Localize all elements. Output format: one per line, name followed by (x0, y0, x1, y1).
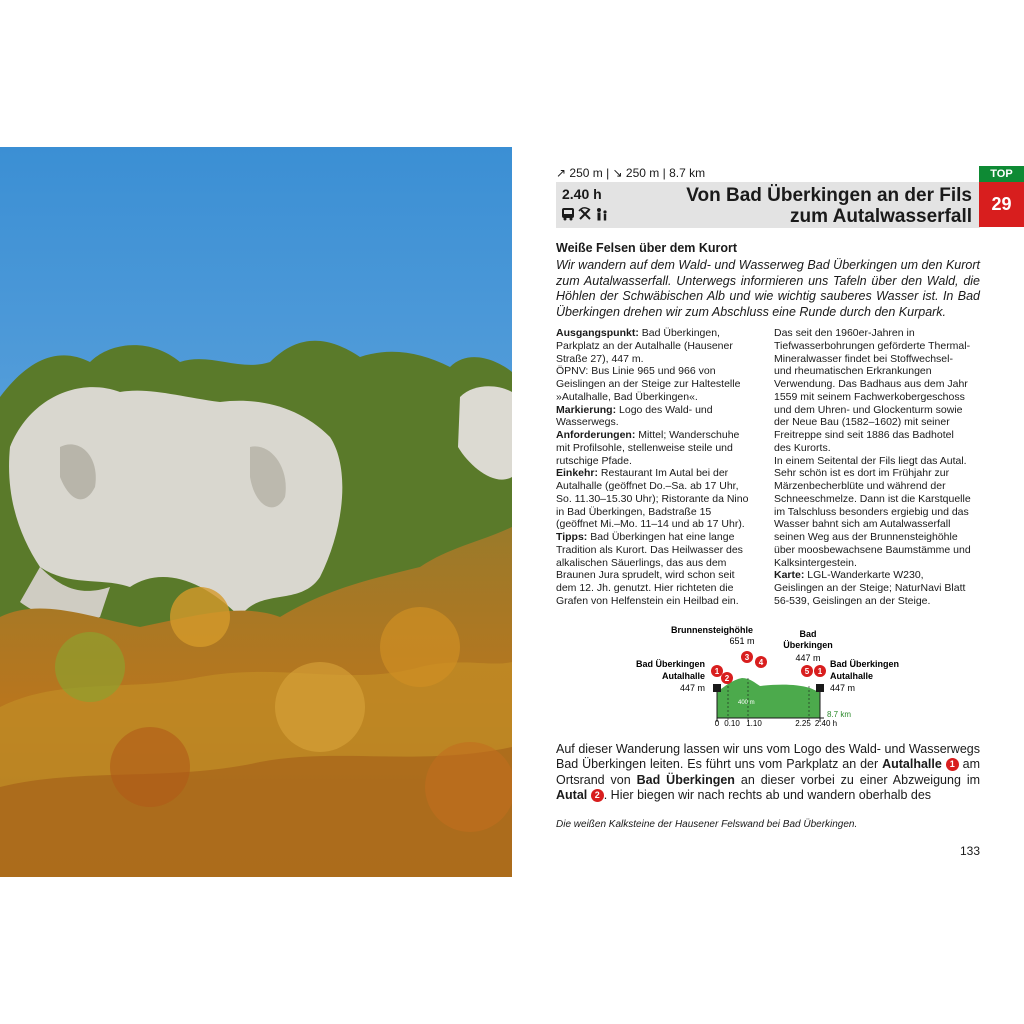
start-point: Ausgangspunkt: Bad Überkingen, Parkplatz an der Autalhalle (Hausener Straße 27), 447 m. (556, 327, 733, 365)
waypoint-marker-3 (741, 651, 753, 663)
svg-text:4: 4 (758, 658, 764, 667)
pickaxe-icon (578, 207, 592, 221)
x-tick-3: 2.25 (795, 719, 811, 728)
marking: Markierung: Logo des Wald- und Wasserwegs. (556, 403, 713, 429)
top-tour-tab (979, 166, 1024, 227)
thermal-paragraph: Das seit den 1960er-Jahren in Tiefwasserbohrungen geförderte Thermal-Mineralwasser findet bei Stoffwechsel- und rheumatischen Erkrankungen Verwendung. Das Badhaus aus dem Jahr 1559 mit seinem Fachwerkobergeschoss und dem Uhren- und Glockenturm sowie der Neue Bau (1582–1602) mit seiner Freitreppe sind seit 1886 das Badhotel des Kurorts. (774, 327, 971, 454)
photo-caption: Die weißen Kalksteine der Hausener Felswand bei Bad Überkingen. (556, 819, 858, 830)
waypoint-badge-1: 1 (946, 758, 959, 771)
ascent: ↗ 250 m (556, 166, 603, 180)
cave-altitude: 651 m (729, 636, 755, 646)
tour-title-line1: Von Bad Überkingen an der Fils (686, 185, 972, 206)
cliff-photo (0, 147, 512, 877)
tour-number: 29 (979, 182, 1024, 227)
end-altitude: 447 m (830, 683, 856, 693)
cave-name: Brunnensteighöhle (670, 625, 754, 635)
top-label: TOP (979, 166, 1024, 182)
tour-title (672, 185, 972, 227)
tips: Tipps: Bad Überkingen hat eine lange Tradition als Kurort. Das Heilwasser des alkalischen Säuerlings, das aus dem Braunen Jura sprudelt, wird schon seit dem 12. Jh. genutzt. Hier richteten die Grafen von Helfenstein ein Heilbad ein. (556, 531, 743, 607)
x-tick-4: 2.40 h (814, 719, 838, 728)
subheading: Weiße Felsen über dem Kurort (556, 241, 738, 255)
body-paragraph: Auf dieser Wanderung lassen wir uns vom Logo des Wald- und Wasserwegs Bad Überkingen leiten. Es führt uns vom Parkplatz an der Autalhalle 1 am Ortsrand von Bad Überkingen an dieser vorbei zu einer Abzweigung im Autal 2 . Hier biegen wir nach rechts ab und wandern oberhalb des (556, 742, 981, 803)
x-tick-2: 1.10 (746, 719, 762, 728)
x-tick-0: 0 (714, 719, 720, 728)
svg-text:1: 1 (714, 667, 720, 676)
info-column-left (556, 327, 755, 608)
tour-stats: ↗ 250 m | ↘ 250 m | 8.7 km (556, 166, 706, 180)
start-house-icon (713, 684, 721, 692)
start-altitude: 447 m (679, 683, 705, 693)
waypoint-marker-5 (801, 665, 813, 677)
info-column-right (774, 327, 973, 608)
distance: 8.7 km (669, 166, 706, 180)
elevation-area (717, 678, 820, 718)
family-icon (595, 207, 609, 221)
start-name-2: Autalhalle (661, 671, 705, 681)
total-distance: 8.7 km (827, 710, 852, 719)
mid-town-name-2: Überkingen (783, 640, 833, 650)
svg-text:2: 2 (724, 674, 730, 683)
waypoint-marker-1 (711, 665, 723, 677)
profile-inner-label: 400 m (738, 700, 755, 706)
elevation-profile (620, 620, 920, 735)
duration: 2.40 h (562, 186, 602, 202)
svg-text:5: 5 (804, 667, 810, 676)
requirements: Anforderungen: Mittel; Wanderschuhe mit Profilsohle, stellenweise steile und rutschige Pfade. (556, 429, 740, 467)
intro-text: Wir wandern auf dem Wald- und Wasserweg Bad Überkingen um den Kurort zum Autalwasserfall. Unterwegs informieren uns Tafeln über den Wald, die Höhlen der Schwäbischen Alb und wie wichtig sauberes Wasser ist. In Bad Überkingen drehen wir zum Abschluss eine Runde durch den Kurpark. (556, 258, 980, 319)
tour-title-line2: zum Autalwasserfall (790, 206, 972, 227)
waypoint-marker-2 (721, 672, 733, 684)
descent: ↘ 250 m (612, 166, 660, 180)
mid-town-altitude: 447 m (795, 653, 821, 663)
waypoint-marker-4 (755, 656, 767, 668)
waypoint-badge-2: 2 (591, 789, 604, 802)
refreshment: Einkehr: Restaurant Im Autal bei der Autalhalle (geöffnet Do.–Sa. ab 17 Uhr, So. 11.30–15.30 Uhr); Ristorante da Nino in Bad Überkingen, Badstraße 15 (geöffnet Mi.–Mo. 11–14 und ab 17 Uhr). (556, 467, 749, 531)
page-number: 133 (959, 844, 980, 858)
bus-icon (561, 207, 575, 221)
svg-text:1: 1 (817, 667, 823, 676)
autal-paragraph: In einem Seitental der Fils liegt das Autal. Sehr schön ist es dort im Frühjahr zur Märzenbecherblüte und während der Schneeschmelze. Dann ist die Karstquelle im Talschluss besonders ergiebig und das Wasser bahnt sich am Autalwasserfall seinen Weg aus der Brunnensteighöhle über moosbewachsene Baumstämme und Kalksintergestein. (774, 454, 971, 569)
x-tick-1: 0.10 (724, 719, 740, 728)
start-name-1: Bad Überkingen (635, 659, 705, 669)
end-name-1: Bad Überkingen (830, 659, 900, 669)
tour-icons (561, 207, 609, 221)
waypoint-marker-6 (814, 665, 826, 677)
tour-header (556, 182, 980, 228)
svg-text:3: 3 (744, 653, 750, 662)
mid-town-name-1: Bad (799, 629, 817, 639)
end-name-2: Autalhalle (830, 671, 874, 681)
end-house-icon (816, 684, 824, 692)
map-info: Karte: LGL-Wanderkarte W230, Geislingen an der Steige; NaturNavi Blatt 56-539, Geislingen an der Steige. (774, 569, 966, 607)
public-transport: ÖPNV: Bus Linie 965 und 966 von Geislingen an der Steige zur Haltestelle »Autalhalle, Bad Überkingen«. (556, 365, 741, 403)
